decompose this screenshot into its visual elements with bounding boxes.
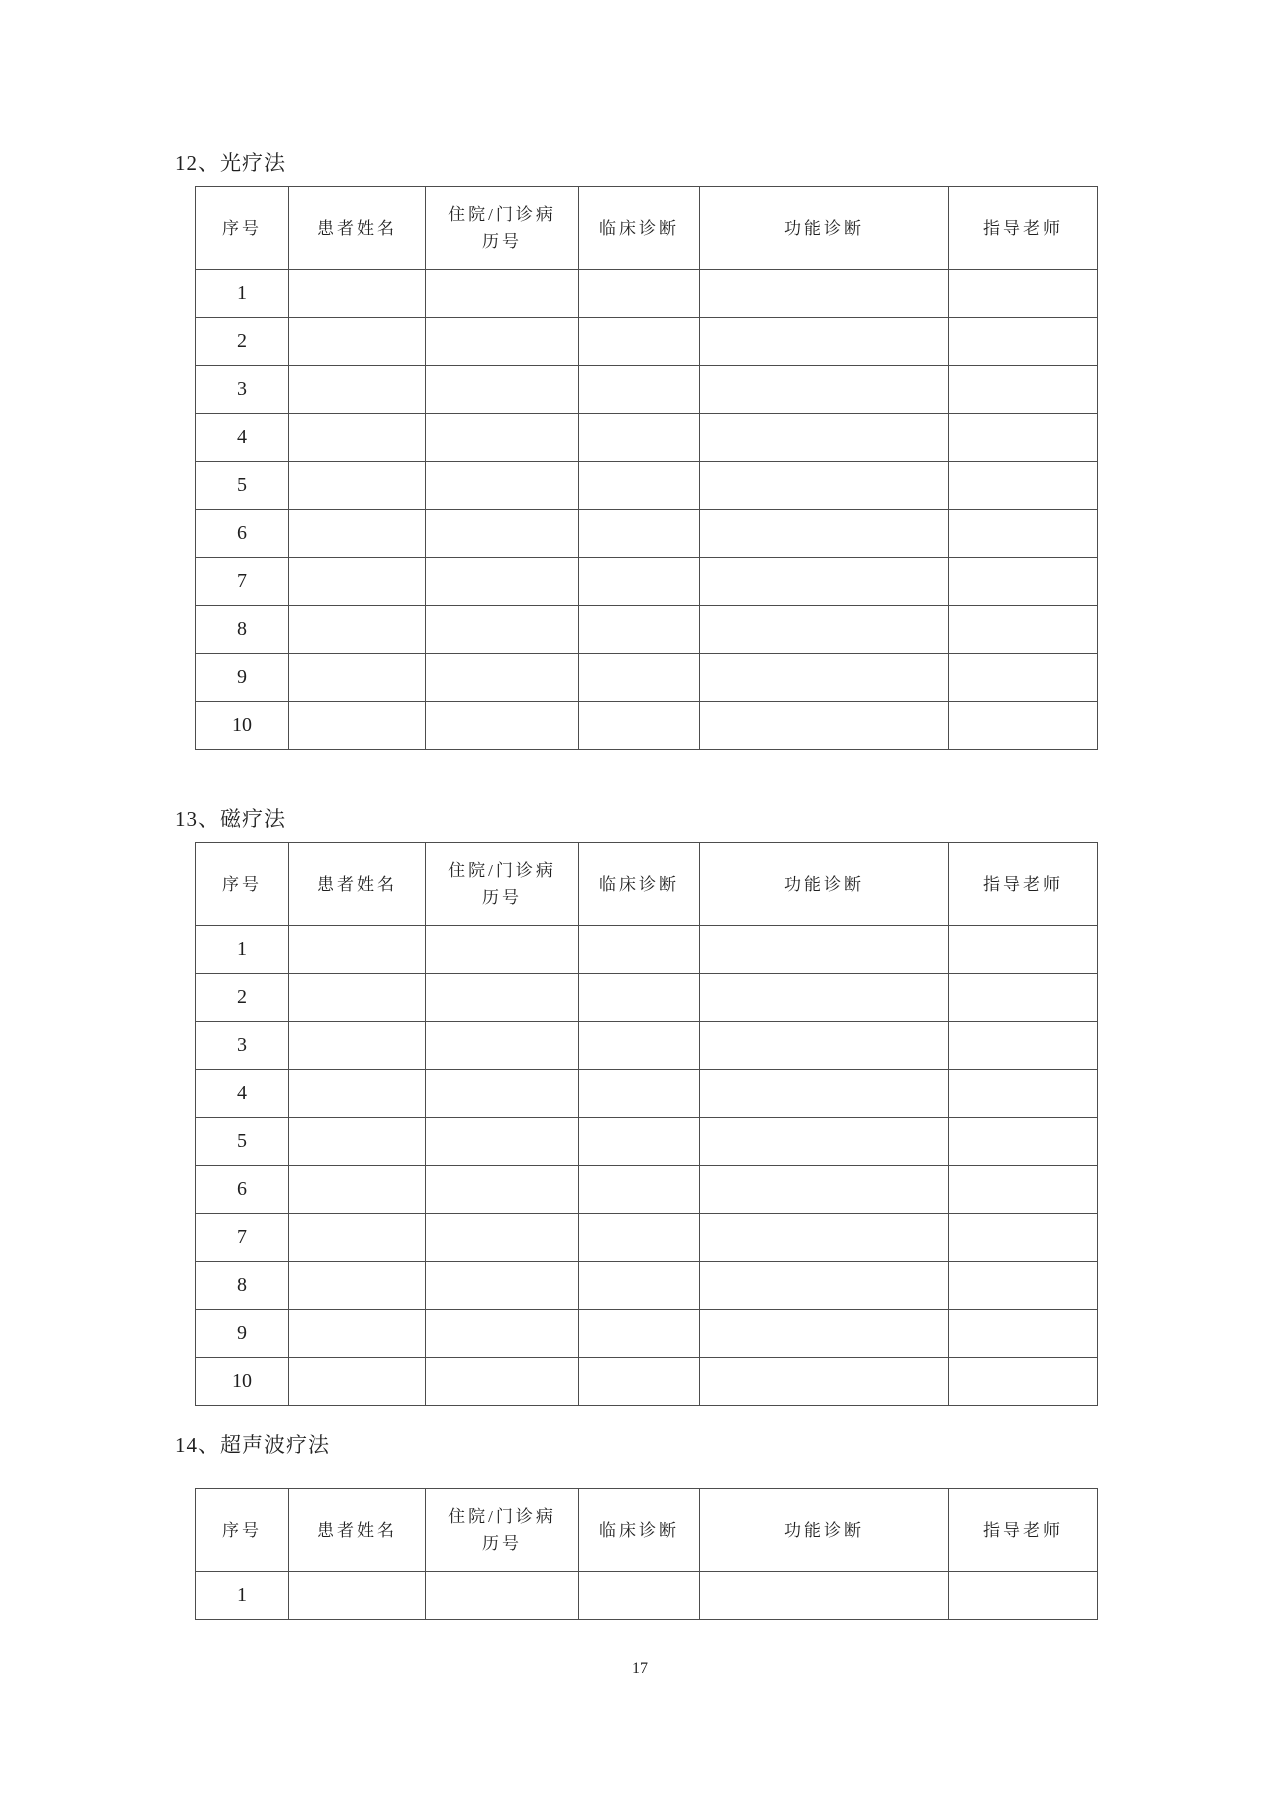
row-number-cell: 4: [196, 414, 289, 462]
column-header: 临床诊断: [579, 187, 700, 270]
column-header: 功能诊断: [700, 187, 949, 270]
empty-cell: [289, 558, 426, 606]
empty-cell: [579, 1572, 700, 1620]
empty-cell: [289, 1118, 426, 1166]
empty-cell: [949, 1358, 1098, 1406]
row-number-cell: 6: [196, 1166, 289, 1214]
empty-cell: [949, 414, 1098, 462]
empty-cell: [700, 974, 949, 1022]
empty-cell: [700, 654, 949, 702]
table-row: [196, 606, 1098, 654]
empty-cell: [579, 1310, 700, 1358]
empty-cell: [289, 1166, 426, 1214]
empty-cell: [700, 1358, 949, 1406]
empty-cell: [579, 1214, 700, 1262]
empty-cell: [700, 606, 949, 654]
table-row: [196, 1310, 1098, 1358]
empty-cell: [700, 1166, 949, 1214]
therapy-section: [175, 1432, 1280, 1620]
patient-record-table: [195, 842, 1098, 1406]
column-header: 患者姓名: [289, 187, 426, 270]
empty-cell: [289, 366, 426, 414]
page-number-footer: 17: [632, 1660, 648, 1677]
empty-cell: [579, 1022, 700, 1070]
table-row: [196, 1214, 1098, 1262]
empty-cell: [949, 974, 1098, 1022]
empty-cell: [579, 702, 700, 750]
empty-cell: [949, 1118, 1098, 1166]
column-header: 指导老师: [949, 843, 1098, 926]
empty-cell: [700, 1262, 949, 1310]
empty-cell: [949, 606, 1098, 654]
table-row: [196, 1166, 1098, 1214]
column-header: 患者姓名: [289, 843, 426, 926]
empty-cell: [289, 1572, 426, 1620]
empty-cell: [579, 974, 700, 1022]
empty-cell: [426, 1572, 579, 1620]
empty-cell: [426, 1310, 579, 1358]
header-row: [196, 187, 1098, 270]
empty-cell: [949, 1310, 1098, 1358]
empty-cell: [579, 1118, 700, 1166]
column-header: 临床诊断: [579, 1489, 700, 1572]
empty-cell: [949, 1166, 1098, 1214]
row-number-cell: 1: [196, 270, 289, 318]
empty-cell: [579, 606, 700, 654]
empty-cell: [579, 1166, 700, 1214]
empty-cell: [700, 926, 949, 974]
table-row: [196, 1358, 1098, 1406]
empty-cell: [579, 318, 700, 366]
empty-cell: [426, 318, 579, 366]
empty-cell: [949, 1070, 1098, 1118]
empty-cell: [289, 462, 426, 510]
empty-cell: [700, 1022, 949, 1070]
empty-cell: [579, 926, 700, 974]
empty-cell: [289, 1262, 426, 1310]
row-number-cell: 7: [196, 558, 289, 606]
empty-cell: [289, 1022, 426, 1070]
empty-cell: [949, 510, 1098, 558]
row-number-cell: 8: [196, 1262, 289, 1310]
empty-cell: [426, 1022, 579, 1070]
empty-cell: [426, 926, 579, 974]
table-row: [196, 702, 1098, 750]
empty-cell: [700, 510, 949, 558]
empty-cell: [579, 654, 700, 702]
empty-cell: [426, 702, 579, 750]
empty-cell: [579, 366, 700, 414]
column-header: 住院/门诊病历号: [426, 1489, 579, 1572]
row-number-cell: 3: [196, 366, 289, 414]
empty-cell: [426, 654, 579, 702]
table-row: [196, 1070, 1098, 1118]
table-row: [196, 974, 1098, 1022]
empty-cell: [579, 510, 700, 558]
empty-cell: [700, 414, 949, 462]
empty-cell: [579, 558, 700, 606]
section-title: 14、超声波疗法: [175, 1433, 330, 1457]
empty-cell: [949, 654, 1098, 702]
empty-cell: [949, 1022, 1098, 1070]
empty-cell: [700, 366, 949, 414]
empty-cell: [426, 414, 579, 462]
empty-cell: [426, 974, 579, 1022]
empty-cell: [949, 1262, 1098, 1310]
empty-cell: [949, 702, 1098, 750]
row-number-cell: 8: [196, 606, 289, 654]
column-header: 患者姓名: [289, 1489, 426, 1572]
empty-cell: [426, 366, 579, 414]
patient-record-table: [195, 186, 1098, 750]
column-header: 住院/门诊病历号: [426, 843, 579, 926]
row-number-cell: 4: [196, 1070, 289, 1118]
table-row: [196, 1118, 1098, 1166]
empty-cell: [700, 558, 949, 606]
empty-cell: [426, 1070, 579, 1118]
row-number-cell: 2: [196, 974, 289, 1022]
table-row: [196, 366, 1098, 414]
empty-cell: [700, 1214, 949, 1262]
column-header: 功能诊断: [700, 1489, 949, 1572]
empty-cell: [579, 414, 700, 462]
empty-cell: [700, 1118, 949, 1166]
empty-cell: [426, 1358, 579, 1406]
patient-record-table: [195, 1488, 1098, 1620]
empty-cell: [289, 510, 426, 558]
empty-cell: [700, 1310, 949, 1358]
header-row: [196, 1489, 1098, 1572]
empty-cell: [579, 270, 700, 318]
column-header: 序号: [196, 1489, 289, 1572]
empty-cell: [426, 1118, 579, 1166]
empty-cell: [426, 558, 579, 606]
row-number-cell: 1: [196, 926, 289, 974]
empty-cell: [579, 1262, 700, 1310]
empty-cell: [700, 1572, 949, 1620]
empty-cell: [949, 318, 1098, 366]
column-header: 功能诊断: [700, 843, 949, 926]
table-row: [196, 1262, 1098, 1310]
empty-cell: [700, 270, 949, 318]
empty-cell: [289, 1214, 426, 1262]
column-header: 序号: [196, 187, 289, 270]
row-number-cell: 1: [196, 1572, 289, 1620]
row-number-cell: 9: [196, 654, 289, 702]
empty-cell: [949, 270, 1098, 318]
empty-cell: [426, 1214, 579, 1262]
empty-cell: [426, 1262, 579, 1310]
empty-cell: [289, 318, 426, 366]
column-header: 指导老师: [949, 1489, 1098, 1572]
empty-cell: [289, 1310, 426, 1358]
empty-cell: [289, 606, 426, 654]
empty-cell: [700, 462, 949, 510]
table-row: [196, 414, 1098, 462]
empty-cell: [949, 366, 1098, 414]
empty-cell: [949, 1572, 1098, 1620]
empty-cell: [949, 558, 1098, 606]
empty-cell: [426, 270, 579, 318]
empty-cell: [579, 462, 700, 510]
table-row: [196, 510, 1098, 558]
table-row: [196, 462, 1098, 510]
empty-cell: [949, 926, 1098, 974]
empty-cell: [949, 1214, 1098, 1262]
row-number-cell: 10: [196, 702, 289, 750]
empty-cell: [289, 702, 426, 750]
therapy-section: [175, 806, 1280, 1406]
section-title: 13、磁疗法: [175, 807, 286, 831]
row-number-cell: 9: [196, 1310, 289, 1358]
empty-cell: [700, 1070, 949, 1118]
empty-cell: [426, 510, 579, 558]
empty-cell: [426, 1166, 579, 1214]
empty-cell: [700, 318, 949, 366]
table-row: [196, 558, 1098, 606]
row-number-cell: 2: [196, 318, 289, 366]
table-row: [196, 1022, 1098, 1070]
column-header: 住院/门诊病历号: [426, 187, 579, 270]
empty-cell: [949, 462, 1098, 510]
table-row: [196, 654, 1098, 702]
therapy-section: [175, 150, 1280, 750]
table-row: [196, 318, 1098, 366]
row-number-cell: 3: [196, 1022, 289, 1070]
section-title: 12、光疗法: [175, 151, 286, 175]
empty-cell: [426, 606, 579, 654]
table-row: [196, 1572, 1098, 1620]
row-number-cell: 10: [196, 1358, 289, 1406]
empty-cell: [579, 1358, 700, 1406]
empty-cell: [289, 1070, 426, 1118]
empty-cell: [426, 462, 579, 510]
empty-cell: [289, 654, 426, 702]
table-row: [196, 270, 1098, 318]
header-row: [196, 843, 1098, 926]
empty-cell: [579, 1070, 700, 1118]
row-number-cell: 6: [196, 510, 289, 558]
row-number-cell: 7: [196, 1214, 289, 1262]
empty-cell: [700, 702, 949, 750]
column-header: 临床诊断: [579, 843, 700, 926]
column-header: 指导老师: [949, 187, 1098, 270]
empty-cell: [289, 926, 426, 974]
row-number-cell: 5: [196, 462, 289, 510]
table-row: [196, 926, 1098, 974]
empty-cell: [289, 974, 426, 1022]
empty-cell: [289, 270, 426, 318]
empty-cell: [289, 414, 426, 462]
row-number-cell: 5: [196, 1118, 289, 1166]
column-header: 序号: [196, 843, 289, 926]
empty-cell: [289, 1358, 426, 1406]
